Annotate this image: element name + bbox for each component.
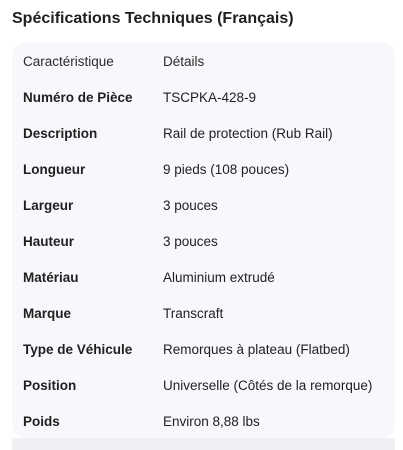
page-title: Spécifications Techniques (Français)	[12, 10, 294, 27]
row-key: Marque	[23, 305, 72, 321]
table-row	[12, 79, 395, 115]
table-row	[12, 367, 395, 403]
row-value: Aluminium extrudé	[163, 269, 275, 285]
row-key: Poids	[23, 413, 60, 429]
column-header-feature: Caractéristique	[23, 53, 114, 69]
table-row	[12, 151, 395, 187]
row-key: Longueur	[23, 161, 86, 177]
row-key: Numéro de Pièce	[23, 89, 133, 105]
row-key: Position	[23, 377, 77, 393]
table-row	[12, 259, 395, 295]
table-row	[12, 223, 395, 259]
row-key: Matériau	[23, 269, 79, 285]
spec-table	[12, 42, 395, 438]
row-value: Universelle (Côtés de la remorque)	[163, 377, 373, 393]
table-row	[12, 115, 395, 151]
row-value: Rail de protection (Rub Rail)	[163, 125, 333, 141]
table-row	[12, 403, 395, 439]
row-value: Transcraft	[163, 305, 224, 321]
table-header-row	[12, 43, 395, 79]
table-row	[12, 295, 395, 331]
table-row	[12, 187, 395, 223]
table-row	[12, 331, 395, 367]
row-value: Environ 8,88 lbs	[163, 413, 260, 429]
row-value: TSCPKA-428-9	[163, 89, 257, 105]
row-key: Type de Véhicule	[23, 341, 133, 357]
row-key: Description	[23, 125, 98, 141]
table-scroll-edge	[12, 438, 395, 450]
column-header-details: Détails	[163, 53, 205, 69]
row-value: 3 pouces	[163, 197, 218, 213]
row-value: Remorques à plateau (Flatbed)	[163, 341, 350, 357]
row-value: 9 pieds (108 pouces)	[163, 161, 290, 177]
row-value: 3 pouces	[163, 233, 218, 249]
row-key: Hauteur	[23, 233, 75, 249]
row-key: Largeur	[23, 197, 74, 213]
